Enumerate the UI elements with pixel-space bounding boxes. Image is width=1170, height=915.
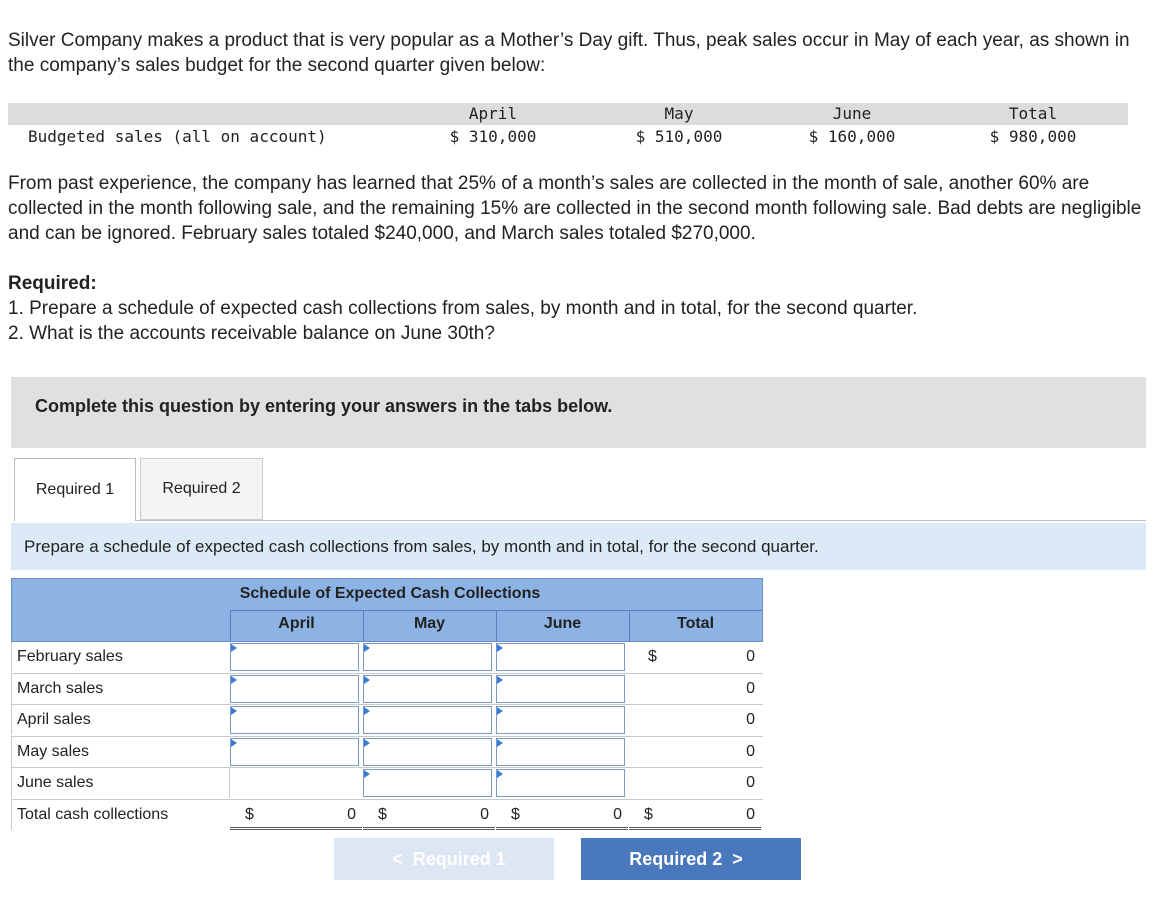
total-total-value: 0: [746, 805, 755, 823]
may-total: [628, 737, 761, 767]
budget-col-june: June: [832, 104, 872, 123]
next-required-button[interactable]: [581, 838, 801, 880]
table-row: [11, 674, 763, 706]
col-may: May: [413, 615, 446, 632]
total-june-value: 0: [613, 805, 622, 823]
row-label-june: June sales: [11, 768, 229, 798]
total-june: [496, 800, 628, 830]
total-april: [230, 800, 362, 830]
may-june-input[interactable]: [496, 738, 625, 766]
february-total: [628, 642, 761, 672]
total-april-value: 0: [347, 805, 356, 823]
problem-intro: Silver Company makes a product that is very popular as a Mother’s Day gift. Thus, peak sales occur in May of each year, as shown in the company’s sales budget for the second quarter given below:: [8, 30, 1130, 76]
total-total-dollar: $: [644, 805, 653, 823]
schedule-header: [11, 578, 763, 642]
february-june-input[interactable]: [496, 643, 625, 671]
budget-col-may: May: [664, 104, 694, 123]
total-total: [629, 800, 761, 830]
cash-collections-schedule: [11, 578, 763, 830]
instructions-banner: [11, 377, 1146, 448]
table-row: [11, 768, 763, 800]
required-item-2: 2. What is the accounts receivable balance on June 30th?: [8, 323, 495, 344]
required-item-1: 1. Prepare a schedule of expected cash collections from sales, by month and in total, for the second quarter.: [8, 298, 918, 319]
col-april: April: [278, 615, 315, 632]
chevron-left-icon: <: [392, 848, 403, 869]
tab-instruction: [11, 523, 1146, 570]
budget-total-amount: $ 980,000: [989, 127, 1077, 146]
april-total-value: 0: [746, 711, 755, 728]
row-label-march: March sales: [11, 674, 229, 704]
february-total-value: 0: [746, 648, 755, 665]
row-label-total: Total cash collections: [11, 800, 229, 830]
february-total-dollar: $: [648, 648, 657, 665]
april-may-input[interactable]: [363, 706, 492, 734]
table-row: [11, 737, 763, 769]
march-total: [628, 674, 761, 704]
total-may-dollar: $: [378, 805, 387, 823]
tab-required-1[interactable]: Required 1: [14, 458, 136, 521]
row-label-may: May sales: [11, 737, 229, 767]
next-button-label: Required 2: [629, 848, 723, 869]
tab-divider: [14, 520, 1146, 521]
total-may: [363, 800, 495, 830]
march-may-input[interactable]: [363, 675, 492, 703]
row-label-february: February sales: [11, 642, 229, 672]
instruction-text: Prepare a schedule of expected cash collections from sales, by month and in total, for the second quarter.: [24, 537, 819, 556]
may-total-value: 0: [746, 742, 755, 760]
chevron-right-icon: >: [732, 848, 743, 869]
april-april-input[interactable]: [230, 706, 359, 734]
march-june-input[interactable]: [496, 675, 625, 703]
budget-col-total: Total: [1008, 104, 1058, 123]
table-row: [11, 642, 763, 674]
budget-col-april: April: [468, 104, 518, 123]
prev-required-button: [334, 838, 554, 880]
june-total-value: 0: [746, 774, 755, 791]
may-april-input[interactable]: [230, 738, 359, 766]
schedule-title: Schedule of Expected Cash Collections: [239, 585, 541, 602]
february-april-input[interactable]: [230, 643, 359, 671]
may-may-input[interactable]: [363, 738, 492, 766]
budget-april-amount: $ 310,000: [449, 127, 537, 146]
banner-text: Complete this question by entering your answers in the tabs below.: [35, 396, 613, 416]
row-label-april: April sales: [11, 705, 229, 735]
total-may-value: 0: [480, 805, 489, 823]
budget-june-amount: $ 160,000: [808, 127, 896, 146]
march-total-value: 0: [746, 679, 755, 697]
col-june: June: [543, 615, 582, 632]
total-june-dollar: $: [511, 805, 520, 823]
june-june-input[interactable]: [496, 769, 625, 797]
april-june-input[interactable]: [496, 706, 625, 734]
total-april-dollar: $: [245, 805, 254, 823]
february-may-input[interactable]: [363, 643, 492, 671]
march-april-input[interactable]: [230, 675, 359, 703]
prev-button-label: Required 1: [412, 848, 506, 869]
total-row: [11, 800, 763, 831]
budget-may-amount: $ 510,000: [635, 127, 723, 146]
required-list: [8, 296, 1158, 346]
col-total: Total: [676, 615, 715, 632]
collection-pattern-text: From past experience, the company has learned that 25% of a month’s sales are collected in the month of sale, another 60% are collected in the month following sale, and the remaining 15% are collected in the second month following sale. Bad debts are negligible and can be ignored. February sales totaled $240,000, and March sales totaled $270,000.: [8, 173, 1142, 244]
table-row: [11, 705, 763, 737]
cell-divider: [229, 768, 230, 798]
budget-row-label: Budgeted sales (all on account): [28, 127, 327, 146]
april-total: [628, 705, 761, 735]
tab-required-2[interactable]: Required 2: [140, 458, 263, 520]
june-total: [628, 768, 761, 798]
required-title: Required:: [8, 273, 97, 294]
sales-budget-table: [8, 103, 1128, 151]
june-may-input[interactable]: [363, 769, 492, 797]
